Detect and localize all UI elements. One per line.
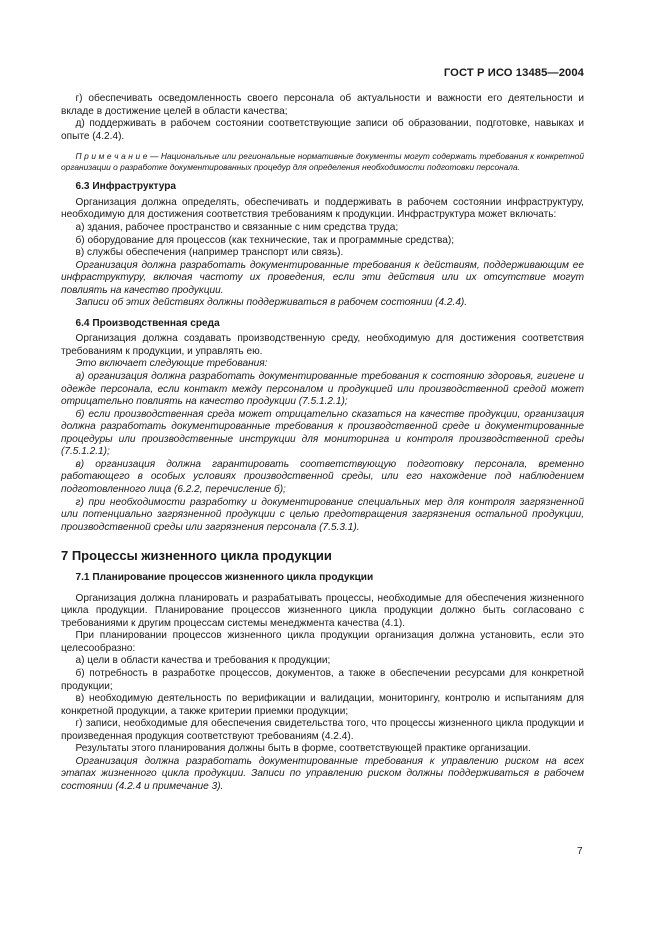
- list-item: г) записи, необходимые для обеспечения свидетельства того, что процессы жизненного цикла продукции и произведенная продукция соответствуют требованиям (4.2.4).: [61, 718, 584, 742]
- list-item: в) необходимую деятельность по верификации и валидации, мониторингу, контролю и испытаниям для конкретной продукции, а также критерии приемки продукции;: [61, 693, 584, 717]
- section-heading-6-4: 6.4 Производственная среда: [75, 317, 220, 329]
- section-heading-7-1: 7.1 Планирование процессов жизненного цикла продукции: [75, 572, 374, 584]
- list-item: а) здания, рабочее пространство и связанные с ним средства труда;: [75, 222, 399, 234]
- paragraph: Это включает следующие требования:: [75, 358, 268, 370]
- list-item: в) службы обеспечения (например транспорт или связь).: [75, 247, 344, 259]
- list-item: в) организация должна гарантировать соответствующую подготовку персонала, временно работающего в особых условиях производственной среды, или его нахождение под наблюдением подготовленного лица (6.2.2, перечисление б);: [61, 458, 584, 495]
- paragraph: Организация должна разработать документированные требования к действиям, поддерживающим ее инфраструктуру, включая частоту их проведения, если эти действия или их отсутствие могут повлиять на качество продукции.: [61, 259, 584, 296]
- page-number: 7: [577, 846, 583, 857]
- list-item: д) поддерживать в рабочем состоянии соответствующие записи об образовании, подготовке, навыках и опыте (4.2.4).: [61, 118, 584, 142]
- paragraph: Результаты этого планирования должны быть в форме, соответствующей практике организации.: [75, 743, 531, 755]
- list-item: б) если производственная среда может отрицательно сказаться на качестве продукции, организация должна разработать документированные требования к производственной среде и документированные процедуры или производственные инструкции для мониторинга и контроля производственной среды (7.5.1.2.1);: [61, 408, 584, 458]
- list-item: б) оборудование для процессов (как технические, так и программные средства);: [75, 234, 455, 246]
- list-item: б) потребность в разработке процессов, документов, а также в обеспечении ресурсами для конкретной продукции;: [61, 667, 584, 692]
- list-item: а) цели в области качества и требования к продукции;: [75, 655, 331, 667]
- paragraph: Организация должна разработать документированные требования к управлению риском на всех этапах жизненного цикла продукции. Записи по управлению риском должны поддерживаться в рабочем состоянии (4.2.4 и примечание 3).: [61, 755, 584, 792]
- section-heading-6-3: 6.3 Инфраструктура: [75, 181, 177, 193]
- paragraph: Записи об этих действиях должны поддерживаться в рабочем состоянии (4.2.4).: [75, 297, 468, 309]
- note-paragraph: П р и м е ч а н и е — Национальные или региональные нормативные документы могут содержать требования к конкретной организации о разработке документированных процедур для определения необходимости подготовки персонала.: [61, 151, 584, 173]
- list-item: а) организация должна разработать документированные требования к состоянию здоровья, гигиене и одежде персонала, если контакт между персоналом и продукцией или производственной средой может отрицательно повлиять на качество продукции (7.5.1.2.1);: [61, 371, 584, 408]
- list-item: г) обеспечивать осведомленность своего персонала об актуальности и важности его деятельности и вкладе в достижение целей в области качества;: [61, 93, 584, 117]
- paragraph: Организация должна планировать и разрабатывать процессы, необходимые для обеспечения жизненного цикла продукции. Планирование процессов жизненного цикла продукции должно быть согласовано с требованиями к другим процессам системы менеджмента качества (4.1).: [61, 592, 584, 629]
- page-content: [61, 93, 584, 793]
- document-code-header: ГОСТ Р ИСО 13485—2004: [443, 67, 584, 79]
- paragraph: Организация должна определять, обеспечивать и поддерживать в рабочем состоянии инфраструктуру, необходимую для достижения соответствия требованиям к продукции. Инфраструктура может включать:: [61, 196, 584, 221]
- paragraph: При планировании процессов жизненного цикла продукции организация должна установить, если это целесообразно:: [61, 630, 584, 654]
- paragraph: Организация должна создавать производственную среду, необходимую для достижения соответствия требованиям к продукции, и управлять ею.: [61, 333, 584, 357]
- list-item: г) при необходимости разработку и документирование специальных мер для контроля загрязненной или потенциально загрязненной продукции с целью предотвращения загрязнения остальной продукции, производственной среды или загрязнения персонала (7.5.3.1).: [61, 496, 584, 533]
- section-heading-7: 7 Процессы жизненного цикла продукции: [61, 548, 332, 564]
